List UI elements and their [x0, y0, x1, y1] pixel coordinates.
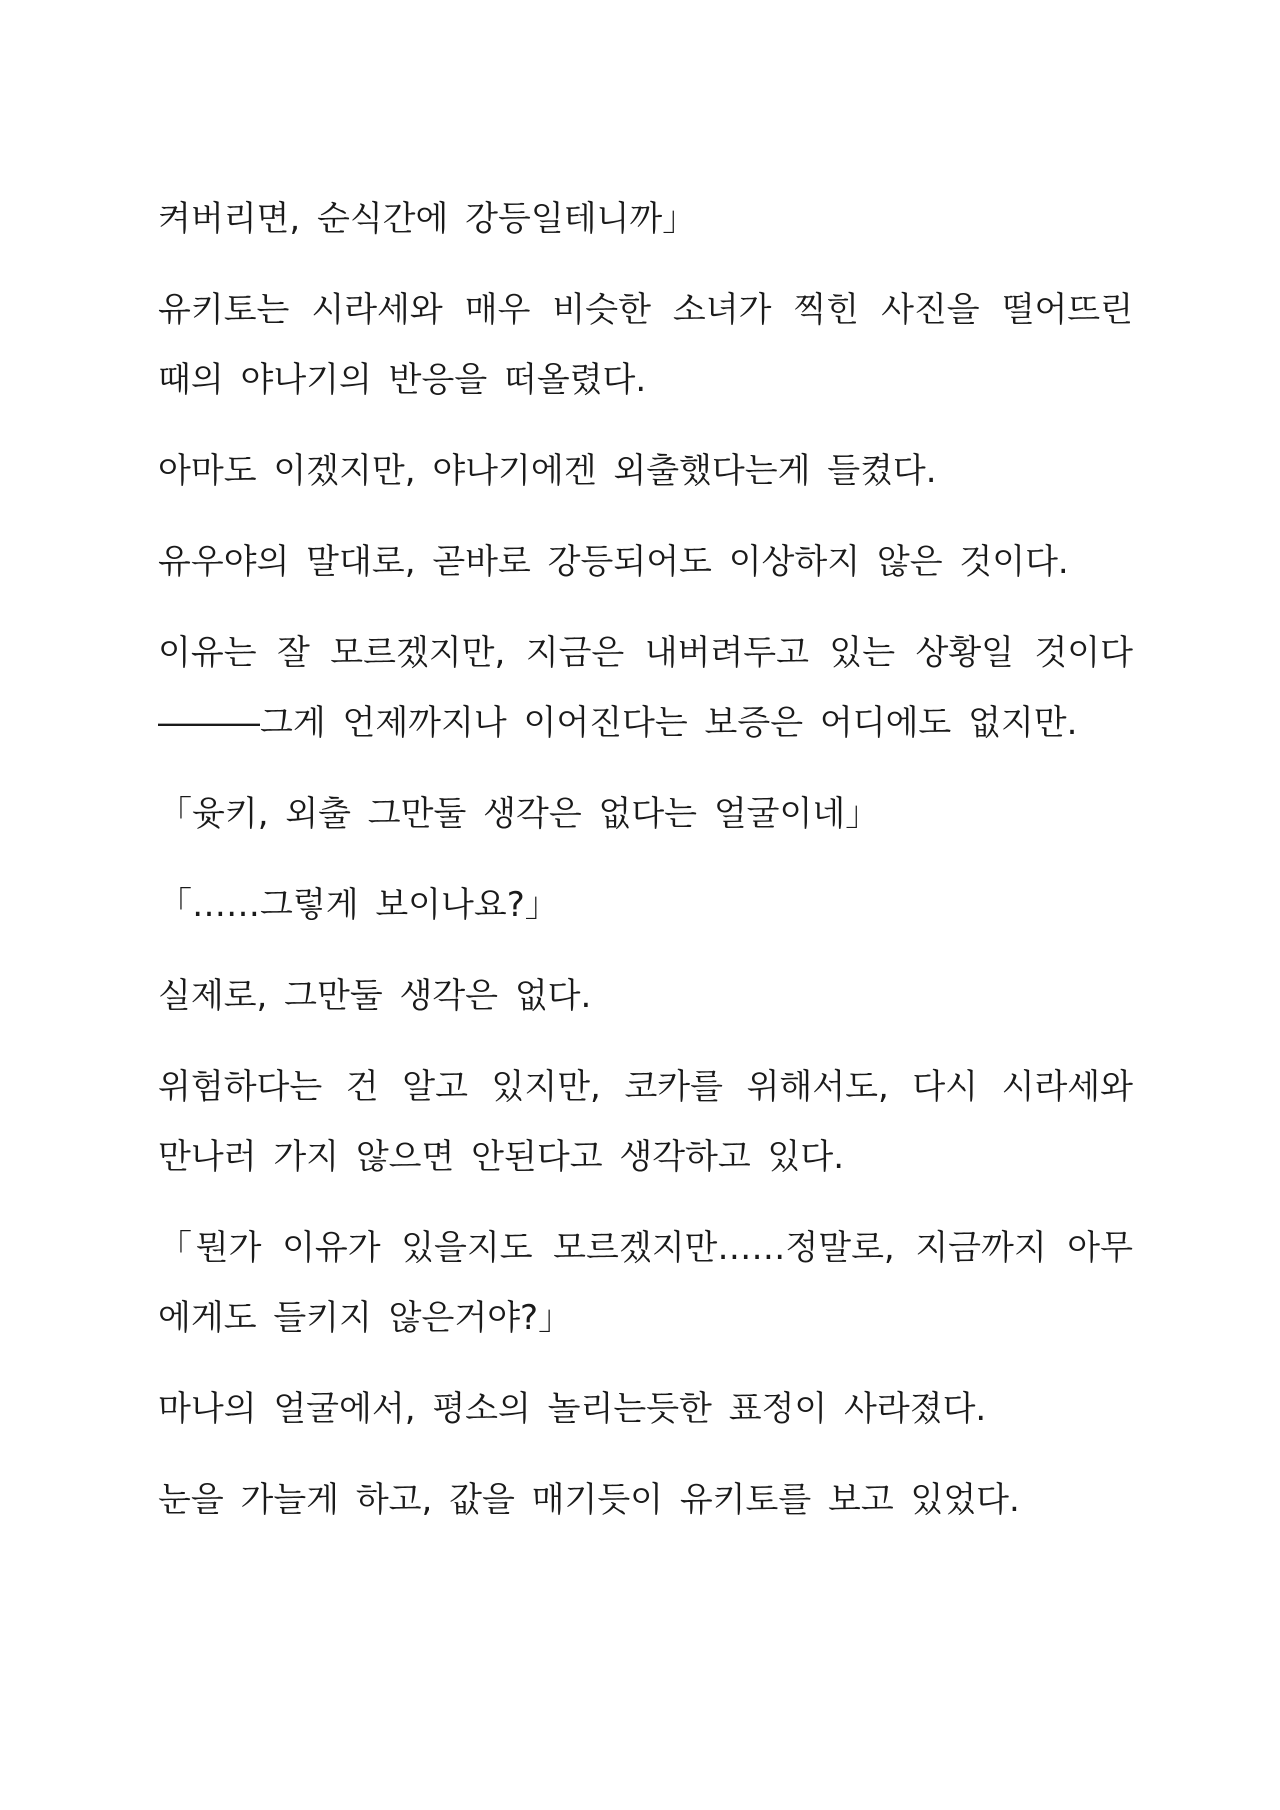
paragraph-3: 아마도 이겠지만, 야나기에겐 외출했다는게 들켰다. [158, 451, 937, 491]
paragraph-11: 마나의 얼굴에서, 평소의 놀리는듯한 표정이 사라졌다. [158, 1389, 987, 1429]
paragraph-9: 위험하다는 건 알고 있지만, 코카를 위해서도, 다시 시라세와 만나러 가지 않으면 안된다고 생각하고 있다. [158, 1067, 1133, 1177]
paragraph-10: 「뭔가 이유가 있을지도 모르겠지만……정말로, 지금까지 아무에게도 들키지 않은거야?」 [158, 1228, 1133, 1338]
paragraph-2: 유키토는 시라세와 매우 비슷한 소녀가 찍힌 사진을 떨어뜨린 때의 야나기의 반응을 떠올렸다. [158, 290, 1133, 400]
paragraph-7: 「……그렇게 보이나요?」 [158, 885, 559, 925]
paragraph-4: 유우야의 말대로, 곧바로 강등되어도 이상하지 않은 것이다. [158, 542, 1069, 582]
paragraph-5: 이유는 잘 모르겠지만, 지금은 내버려두고 있는 상황일 것이다―――그게 언제까지나 이어진다는 보증은 어디에도 없지만. [158, 633, 1133, 743]
document-page [158, 184, 1133, 1556]
paragraph-6: 「윳키, 외출 그만둘 생각은 없다는 얼굴이네」 [158, 794, 880, 834]
paragraph-8: 실제로, 그만둘 생각은 없다. [158, 976, 592, 1016]
paragraph-1: 켜버리면, 순식간에 강등일테니까」 [158, 199, 697, 239]
paragraph-12: 눈을 가늘게 하고, 값을 매기듯이 유키토를 보고 있었다. [158, 1480, 1020, 1520]
